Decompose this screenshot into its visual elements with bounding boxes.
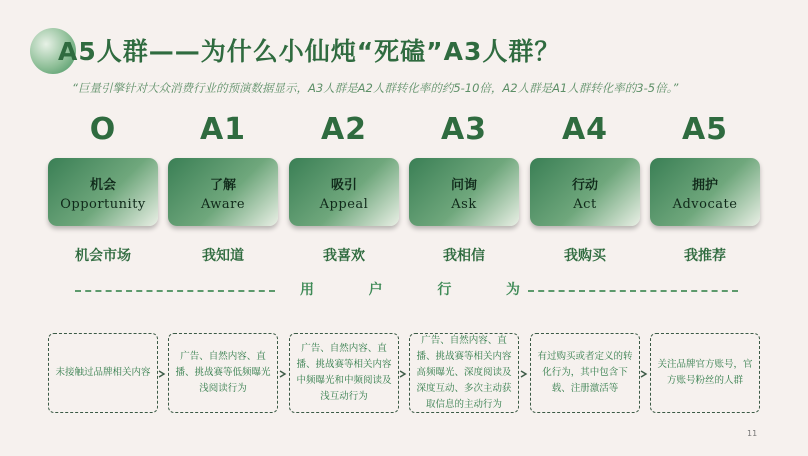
behavior-char: 行 — [437, 282, 452, 298]
arrow-right-icon — [399, 370, 407, 378]
detail-box-o — [48, 333, 158, 413]
stage-cn: 行动 — [571, 178, 598, 193]
stage-en: Advocate — [672, 197, 738, 212]
slide-title: A5人群——为什么小仙炖“死磕”A3人群？ — [58, 37, 561, 66]
dashed-divider-left — [75, 290, 275, 292]
stage-desc-a4: 我购买 — [564, 248, 606, 264]
stage-label-a5: A5 — [681, 112, 729, 147]
behavior-char: 为 — [505, 282, 520, 298]
stage-label-a2: A2 — [320, 112, 368, 147]
stage-cn: 了解 — [209, 178, 236, 193]
detail-box-a1 — [168, 333, 278, 413]
stage-en: Appeal — [319, 197, 369, 212]
arrow-right-icon — [279, 370, 287, 378]
stage-en: Ask — [451, 197, 477, 212]
page-number: 11 — [747, 429, 758, 438]
detail-text: 未接触过品牌相关内容 — [55, 367, 151, 378]
stage-card-o — [48, 158, 158, 226]
stage-label-a3: A3 — [440, 112, 488, 147]
stage-label-a1: A1 — [199, 112, 247, 147]
stage-card-a5 — [650, 158, 760, 226]
stage-cn: 拥护 — [691, 178, 718, 193]
arrow-right-icon — [640, 370, 648, 378]
stage-card-a2 — [289, 158, 399, 226]
dashed-divider-right — [528, 290, 738, 292]
stage-en: Act — [573, 197, 597, 212]
stage-en: Opportunity — [60, 197, 146, 212]
arrow-right-icon — [158, 370, 166, 378]
stage-cn: 机会 — [89, 178, 116, 193]
stage-desc-a1: 我知道 — [202, 248, 244, 264]
detail-text: 有过购买或者定义的转化行为，其中包含下载、注册激活等 — [537, 351, 633, 394]
stage-cn: 问询 — [450, 178, 477, 193]
behavior-char: 用 — [300, 282, 314, 298]
stage-en: Aware — [200, 197, 246, 212]
detail-text: 广告、自然内容、直播、挑战赛等相关内容中频曝光和中频阅读及浅互动行为 — [296, 343, 392, 402]
detail-box-a2 — [289, 333, 399, 413]
user-behavior-label — [300, 279, 520, 299]
stage-desc-a3: 我相信 — [443, 248, 485, 264]
detail-box-a3 — [409, 333, 519, 413]
stage-desc-a5: 我推荐 — [684, 248, 726, 264]
quote-text: “巨量引擎针对大众消费行业的预演数据显示，A3人群是A2人群转化率的约5-10倍，A2人群是A1人群转化率的3-5倍。” — [72, 81, 679, 95]
stage-label-a4: A4 — [561, 112, 609, 147]
arrow-right-icon — [520, 370, 528, 378]
stage-card-a4 — [530, 158, 640, 226]
stage-desc-a2: 我喜欢 — [323, 248, 365, 264]
stage-cn: 吸引 — [330, 178, 357, 193]
behavior-char: 户 — [368, 282, 383, 298]
detail-box-a5 — [650, 333, 760, 413]
detail-text: 关注品牌官方账号，官方账号粉丝的人群 — [657, 359, 753, 386]
stage-card-a3 — [409, 158, 519, 226]
stage-desc-o: 机会市场 — [75, 248, 131, 264]
stage-label-o: O — [89, 112, 117, 147]
detail-box-a4 — [530, 333, 640, 413]
stage-card-a1 — [168, 158, 278, 226]
detail-text: 广告、自然内容、直播、挑战赛等低频曝光浅阅读行为 — [175, 351, 271, 394]
detail-text: 广告、自然内容、直播、挑战赛等相关内容高频曝光、深度阅读及深度互动、多次主动获取信息的主动行为 — [416, 335, 512, 410]
